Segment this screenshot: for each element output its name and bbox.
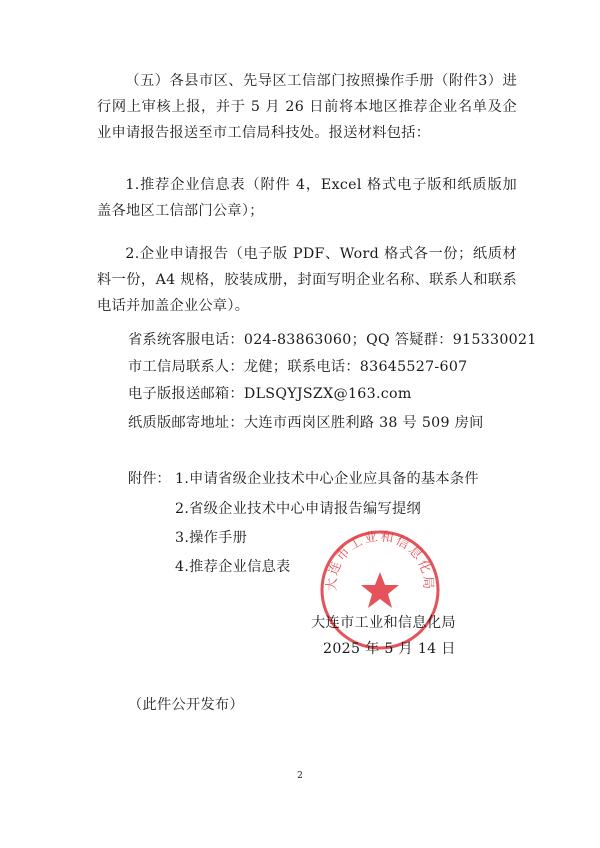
attachments-label: 附件：: [128, 471, 171, 487]
attachment-item: 1.申请省级企业技术中心企业应具备的基本条件: [175, 471, 479, 487]
contact-email: 电子版报送邮箱：DLSQYJSZX@163.com: [128, 386, 412, 402]
paragraph-five: （五）各县市区、先导区工信部门按照操作手册（附件3）进行网上审核上报，并于 5 月 26 日前将本地区推荐企业名单及企业申请报告报送至市工信局科技处。报送材料包括：: [97, 73, 517, 141]
attachment-item: 4.推荐企业信息表: [175, 559, 291, 575]
issue-date: 2025 年 5 月 14 日: [323, 641, 456, 657]
contact-person: 市工信局联系人：龙健；联系电话：83645527-607: [128, 359, 468, 375]
attachment-item: 3.操作手册: [175, 530, 248, 546]
attachment-item: 2.省级企业技术中心申请报告编写提纲: [175, 501, 421, 517]
contact-service-phone: 省系统客服电话：024-83863060；QQ 答疑群：915330021: [128, 332, 537, 348]
issuer-name: 大连市工业和信息化局: [311, 615, 456, 631]
contact-address: 纸质版邮寄地址：大连市西岗区胜利路 38 号 509 房间: [128, 415, 484, 431]
item-one: 1.推荐企业信息表（附件 4，Excel 格式电子版和纸质版加盖各地区工信部门公章）；: [97, 177, 517, 219]
seal-ring-text: 大连市工业和信息化局: [324, 529, 436, 592]
publish-note: （此件公开发布）: [128, 697, 244, 713]
page-number: 2: [297, 771, 303, 781]
item-two: 2.企业申请报告（电子版 PDF、Word 格式各一份；纸质材料一份，A4 规格，胶装成册，封面写明企业名称、联系人和联系电话并加盖企业公章）。: [97, 246, 517, 314]
